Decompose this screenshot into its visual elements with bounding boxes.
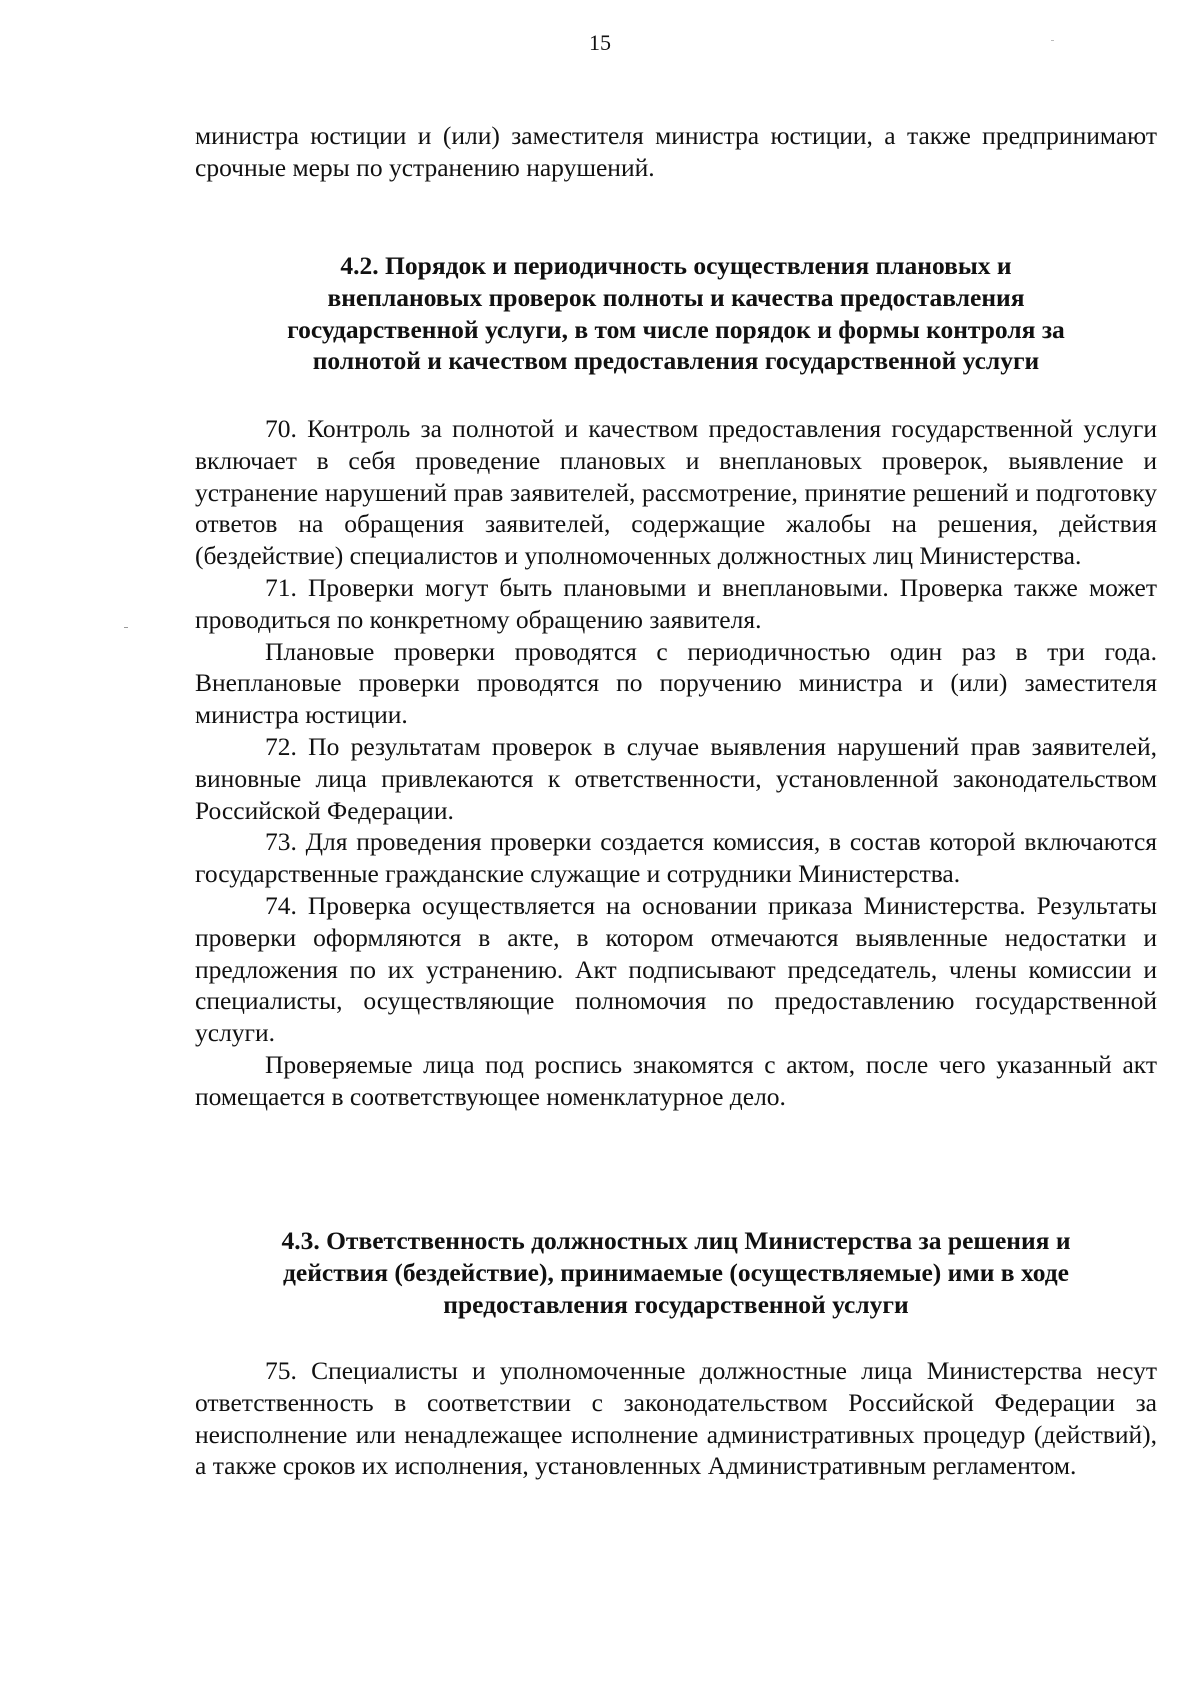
intro-block	[195, 120, 1157, 184]
section-4-3-body	[195, 1355, 1157, 1482]
paragraph-74-signing: Проверяемые лица под роспись знакомятся с актом, после чего указанный акт помещается в соответствующее номенклатурное дело.	[195, 1049, 1157, 1111]
scan-mark	[1051, 40, 1054, 41]
paragraph-71: 71. Проверки могут быть плановыми и внеплановыми. Проверка также может проводиться по конкретному обращению заявителя.	[195, 572, 1157, 634]
section-4-3-heading	[195, 1225, 1157, 1320]
paragraph-73: 73. Для проведения проверки создается комиссия, в состав которой включаются государственные гражданские служащие и сотрудники Министерства.	[195, 827, 1157, 889]
heading-line: государственной услуги, в том числе порядок и формы контроля за	[287, 314, 1065, 344]
heading-line: 4.3. Ответственность должностных лиц Министерства за решения и	[281, 1226, 1071, 1255]
heading-line: предоставления государственной услуги	[443, 1289, 909, 1319]
section-4-2-body	[195, 413, 1157, 1113]
paragraph-74: 74. Проверка осуществляется на основании приказа Министерства. Результаты проверки оформляются в акте, в котором отмечаются выявленные недостатки и предложения по их устранению. Акт подписывают председатель, члены комиссии и специалисты, осуществляющие полномочия по предоставлению государственной услуги.	[195, 890, 1157, 1048]
paragraph-72: 72. По результатам проверок в случае выявления нарушений прав заявителей, виновные лица привлекаются к ответственности, установленной законодательством Российской Федерации.	[195, 731, 1157, 825]
heading-line: полнотой и качеством предоставления государственной услуги	[312, 346, 1040, 376]
heading-line: 4.2. Порядок и периодичность осуществления плановых и	[340, 251, 1012, 280]
paragraph-70: 70. Контроль за полнотой и качеством предоставления государственной услуги включает в себя проведение плановых и внеплановых проверок, выявление и устранение нарушений прав заявителей, рассмотрение, принятие решений и подготовку ответов на обращения заявителей, содержащие жалобы на решения, действия (бездействие) специалистов и уполномоченных должностных лиц Министерства.	[195, 414, 1157, 571]
paragraph-75: 75. Специалисты и уполномоченные должностные лица Министерства несут ответственность в соответствии с законодательством Российской Федерации за неисполнение или ненадлежащее исполнение административных процедур (действий), а также сроков их исполнения, установленных Административным регламентом.	[195, 1356, 1157, 1481]
heading-line: внеплановых проверок полноты и качества предоставления	[327, 282, 1025, 312]
paragraph-71-planned: Плановые проверки проводятся с периодичностью один раз в три года. Внеплановые проверки проводятся по поручению министра и (или) заместителя министра юстиции.	[195, 636, 1157, 730]
margin-mark	[124, 627, 128, 628]
page-number: 15	[589, 30, 611, 55]
intro-paragraph: министра юстиции и (или) заместителя министра юстиции, а также предпринимают срочные меры по устранению нарушений.	[195, 121, 1157, 182]
heading-line: действия (бездействие), принимаемые (осуществляемые) ими в ходе	[283, 1257, 1069, 1287]
section-4-2-heading	[195, 250, 1157, 377]
